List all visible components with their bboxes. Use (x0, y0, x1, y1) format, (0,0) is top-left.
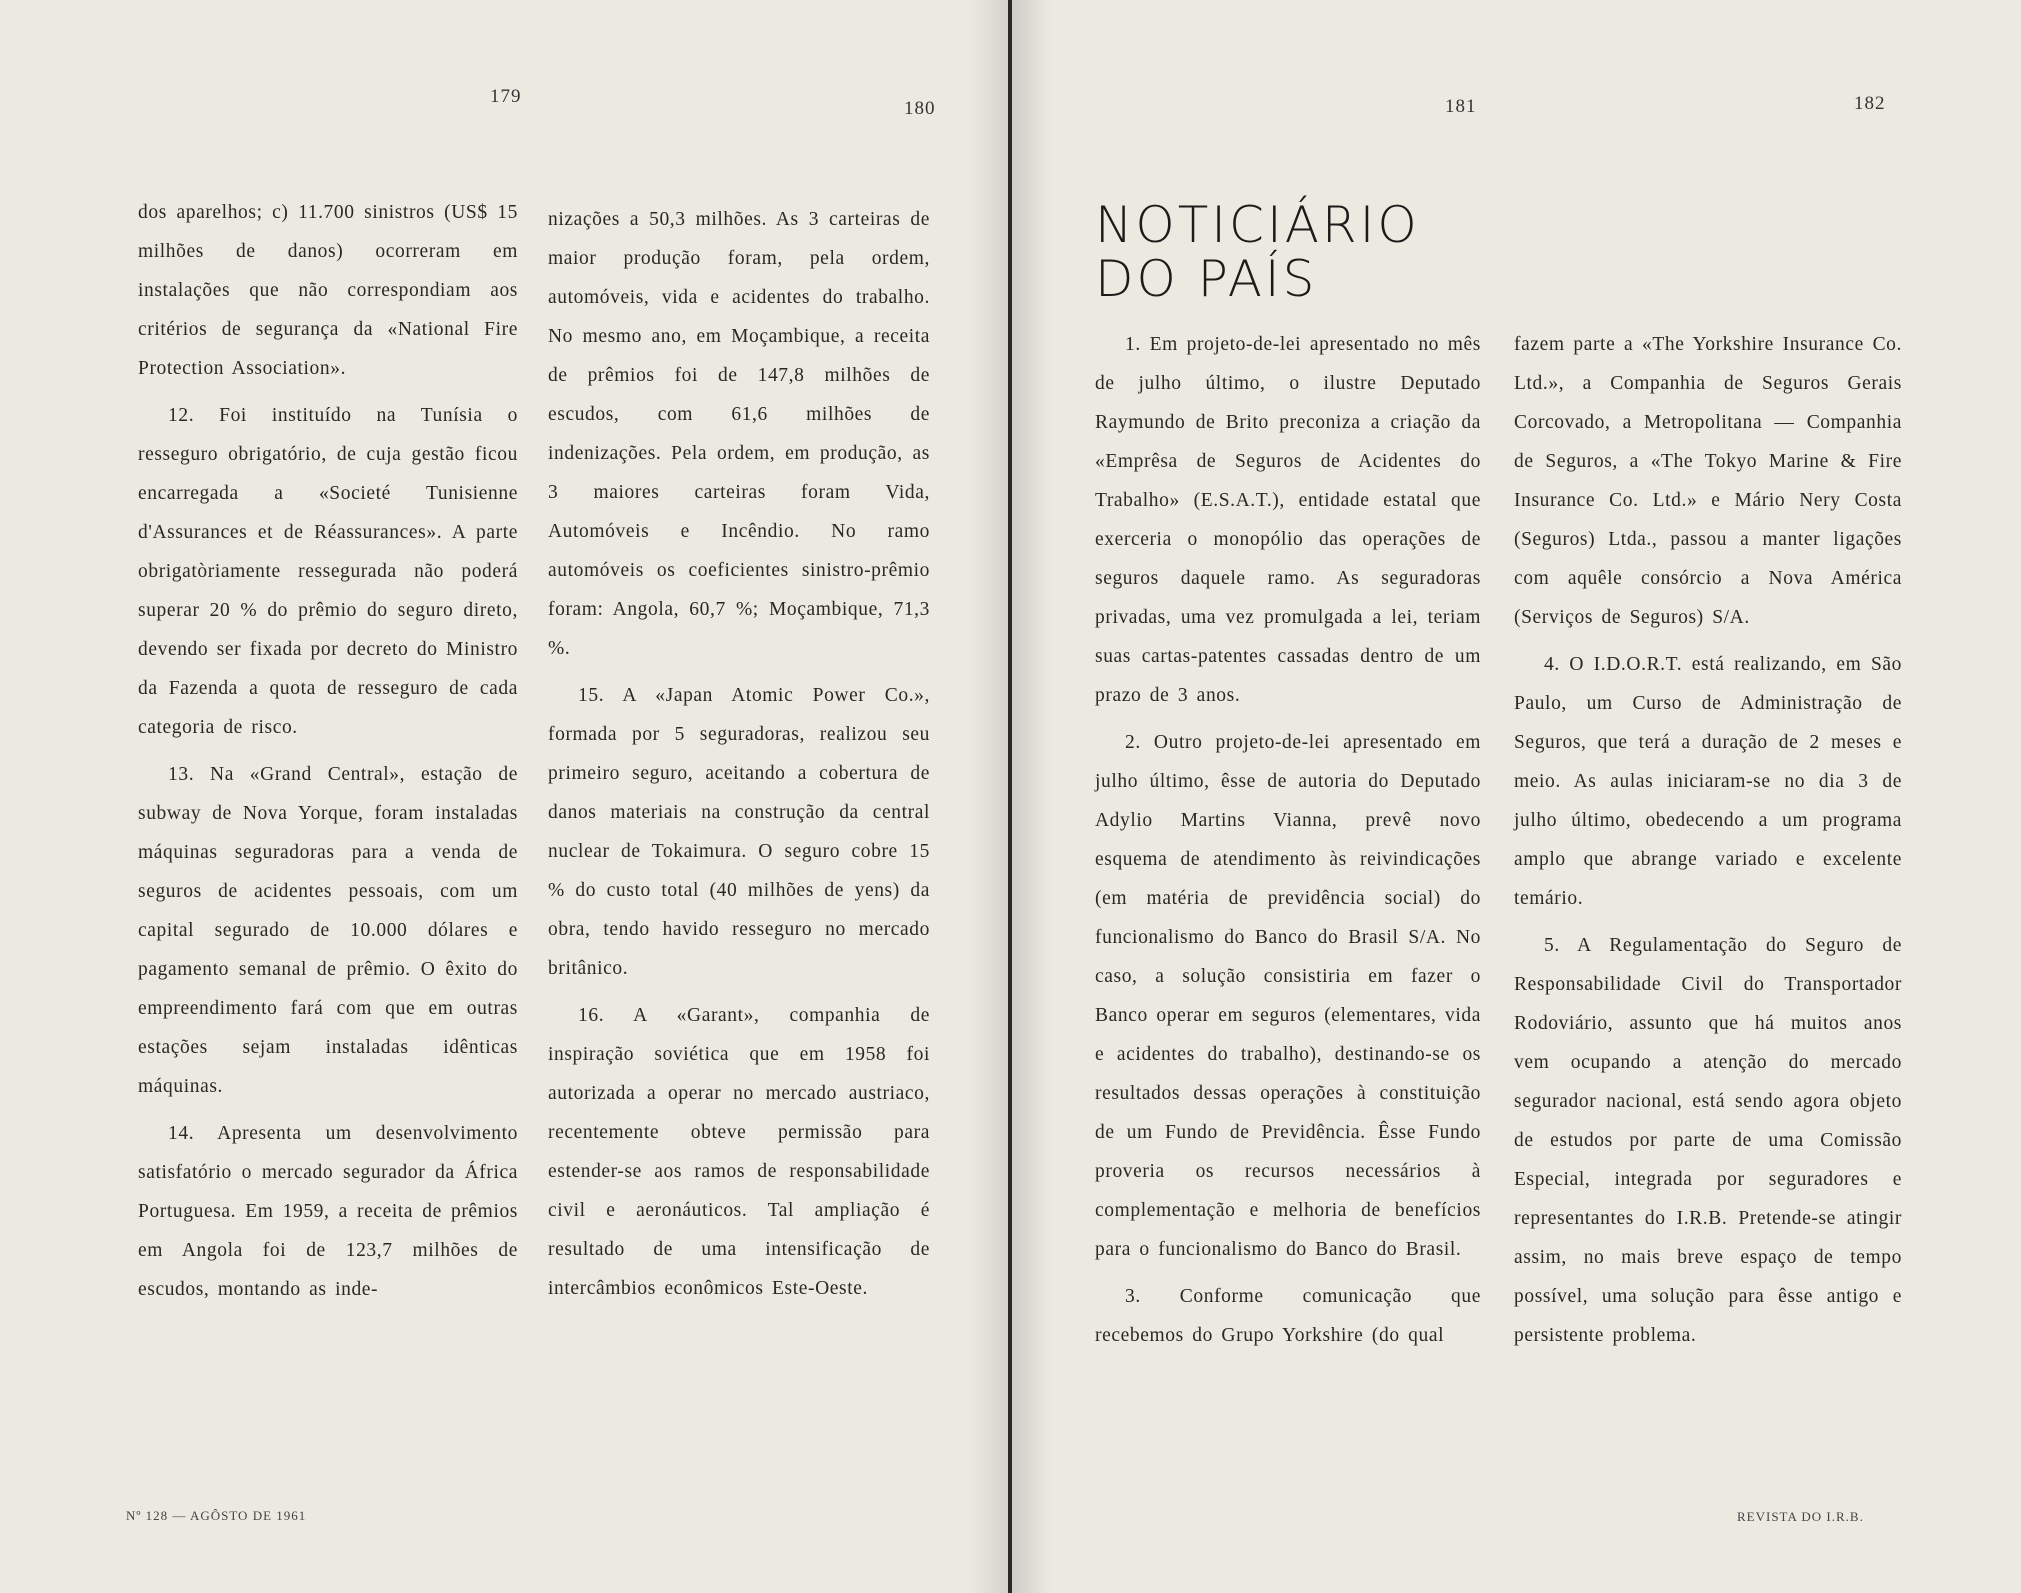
paragraph: 14. Apresenta um desenvolvimento satisfatório o mercado segurador da África Portuguesa. Em 1959, a receita de prêmios em Angola foi de 123,7 milhões de escudos, montando as inde- (138, 1123, 518, 1300)
section-heading (1095, 198, 1515, 306)
paragraph: 13. Na «Grand Central», estação de subway de Nova Yorque, foram instaladas máquinas seguradoras para a venda de seguros de acidentes pessoais, com um capital segurado de 10.000 dólares e pagamento semanal de prêmio. O êxito do empreendimento fará com que em outras estações sejam instaladas idênticas máquinas. (138, 764, 518, 1097)
page-number-182: 182 (1854, 93, 1886, 114)
paragraph: 3. Conforme comunicação que recebemos do Grupo Yorkshire (do qual (1095, 1286, 1481, 1346)
page-footer-journal: REVISTA DO I.R.B. (1737, 1509, 1864, 1524)
page-number-179: 179 (490, 86, 522, 107)
paragraph: 1. Em projeto-de-lei apresentado no mês de julho último, o ilustre Deputado Raymundo de Brito preconiza a criação da «Emprêsa de Seguros de Acidentes do Trabalho» (E.S.A.T.), entidade estatal que exerceria o monopólio das operações de seguros daquele ramo. As seguradoras privadas, uma vez promulgada a lei, teriam suas cartas-patentes cassadas dentro de um prazo de 3 anos. (1095, 334, 1481, 706)
left-column-2 (548, 200, 930, 1316)
left-page (0, 0, 1010, 1593)
paragraph: 15. A «Japan Atomic Power Co.», formada por 5 seguradoras, realizou seu primeiro seguro, aceitando a cobertura de danos materiais na construção da central nuclear de Tokaimura. O seguro cobre 15 % do custo total (40 milhões de yens) da obra, tendo havido resseguro no mercado britânico. (548, 685, 930, 979)
page-number-181: 181 (1445, 96, 1477, 117)
page-number-180: 180 (904, 98, 936, 119)
paragraph: 12. Foi instituído na Tunísia o resseguro obrigatório, de cuja gestão ficou encarregada a «Societé Tunisienne d'Assurances et de Réassurances». A parte obrigatòriamente ressegurada não poderá superar 20 % do prêmio do seguro direto, devendo ser fixada por decreto do Ministro da Fazenda a quota de resseguro de cada categoria de risco. (138, 405, 519, 738)
left-column-1 (138, 193, 518, 1317)
gutter-shadow (1011, 0, 1051, 1593)
page-footer-issue: Nº 128 — AGÔSTO DE 1961 (126, 1508, 307, 1523)
right-column-2 (1514, 325, 1902, 1363)
gutter-fold (1008, 0, 1012, 1593)
heading-line-1: NOTICIÁRIO (1095, 196, 1420, 254)
gutter-shadow (970, 0, 1010, 1593)
paragraph: 2. Outro projeto-de-lei apresentado em julho último, êsse de autoria do Deputado Adylio Martins Vianna, prevê novo esquema de atendimento às reivindicações (em matéria de previdência social) do funcionalismo do Banco do Brasil S/A. No caso, a solução consistiria em fazer o Banco operar em seguros (elementares, vida e acidentes do trabalho), destinando-se os resultados dessas operações à constituição de um Fundo de Previdência. Êsse Fundo proveria os recursos necessários à complementação e melhoria de benefícios para o funcionalismo do Banco do Brasil. (1095, 732, 1481, 1260)
paragraph: dos aparelhos; c) 11.700 sinistros (US$ 15 milhões de danos) ocorreram em instalações que não correspondiam aos critérios de segurança da «National Fire Protection Association». (138, 202, 518, 379)
paragraph: 4. O I.D.O.R.T. está realizando, em São Paulo, um Curso de Administração de Seguros, que terá a duração de 2 meses e meio. As aulas iniciaram-se no dia 3 de julho último, obedecendo a um programa amplo que abrange variado e excelente temário. (1514, 654, 1902, 909)
right-column-1 (1095, 325, 1481, 1363)
paragraph: nizações a 50,3 milhões. As 3 carteiras de maior produção foram, pela ordem, automóveis, vida e acidentes do trabalho. No mesmo ano, em Moçambique, a receita de prêmios foi de 147,8 milhões de escudos, com 61,6 milhões de indenizações. Pela ordem, em produção, as 3 maiores carteiras foram Vida, Automóveis e Incêndio. No ramo automóveis os coeficientes sinistro-prêmio foram: Angola, 60,7 %; Moçambique, 71,3 %. (548, 209, 930, 659)
paragraph: fazem parte a «The Yorkshire Insurance Co. Ltd.», a Companhia de Seguros Gerais Corcovado, a Metropolitana — Companhia de Seguros, a «The Tokyo Marine & Fire Insurance Co. Ltd.» e Mário Nery Costa (Seguros) Ltda., passou a manter ligações com aquêle consórcio a Nova América (Serviços de Seguros) S/A. (1514, 334, 1902, 628)
paragraph: 5. A Regulamentação do Seguro de Responsabilidade Civil do Transportador Rodoviário, assunto que há muitos anos vem ocupando a atenção do mercado segurador nacional, está sendo agora objeto de estudos por parte de uma Comissão Especial, integrada por seguradores e representantes do I.R.B. Pretende-se atingir assim, no mais breve espaço de tempo possível, uma solução para êsse antigo e persistente problema. (1514, 935, 1902, 1346)
heading-line-2: DO PAÍS (1095, 250, 1318, 308)
paragraph: 16. A «Garant», companhia de inspiração soviética que em 1958 foi autorizada a operar no mercado austriaco, recentemente obteve permissão para estender-se aos ramos de responsabilidade civil e aeronáuticos. Tal ampliação é resultado de uma intensificação de intercâmbios econômicos Este-Oeste. (548, 1005, 930, 1299)
